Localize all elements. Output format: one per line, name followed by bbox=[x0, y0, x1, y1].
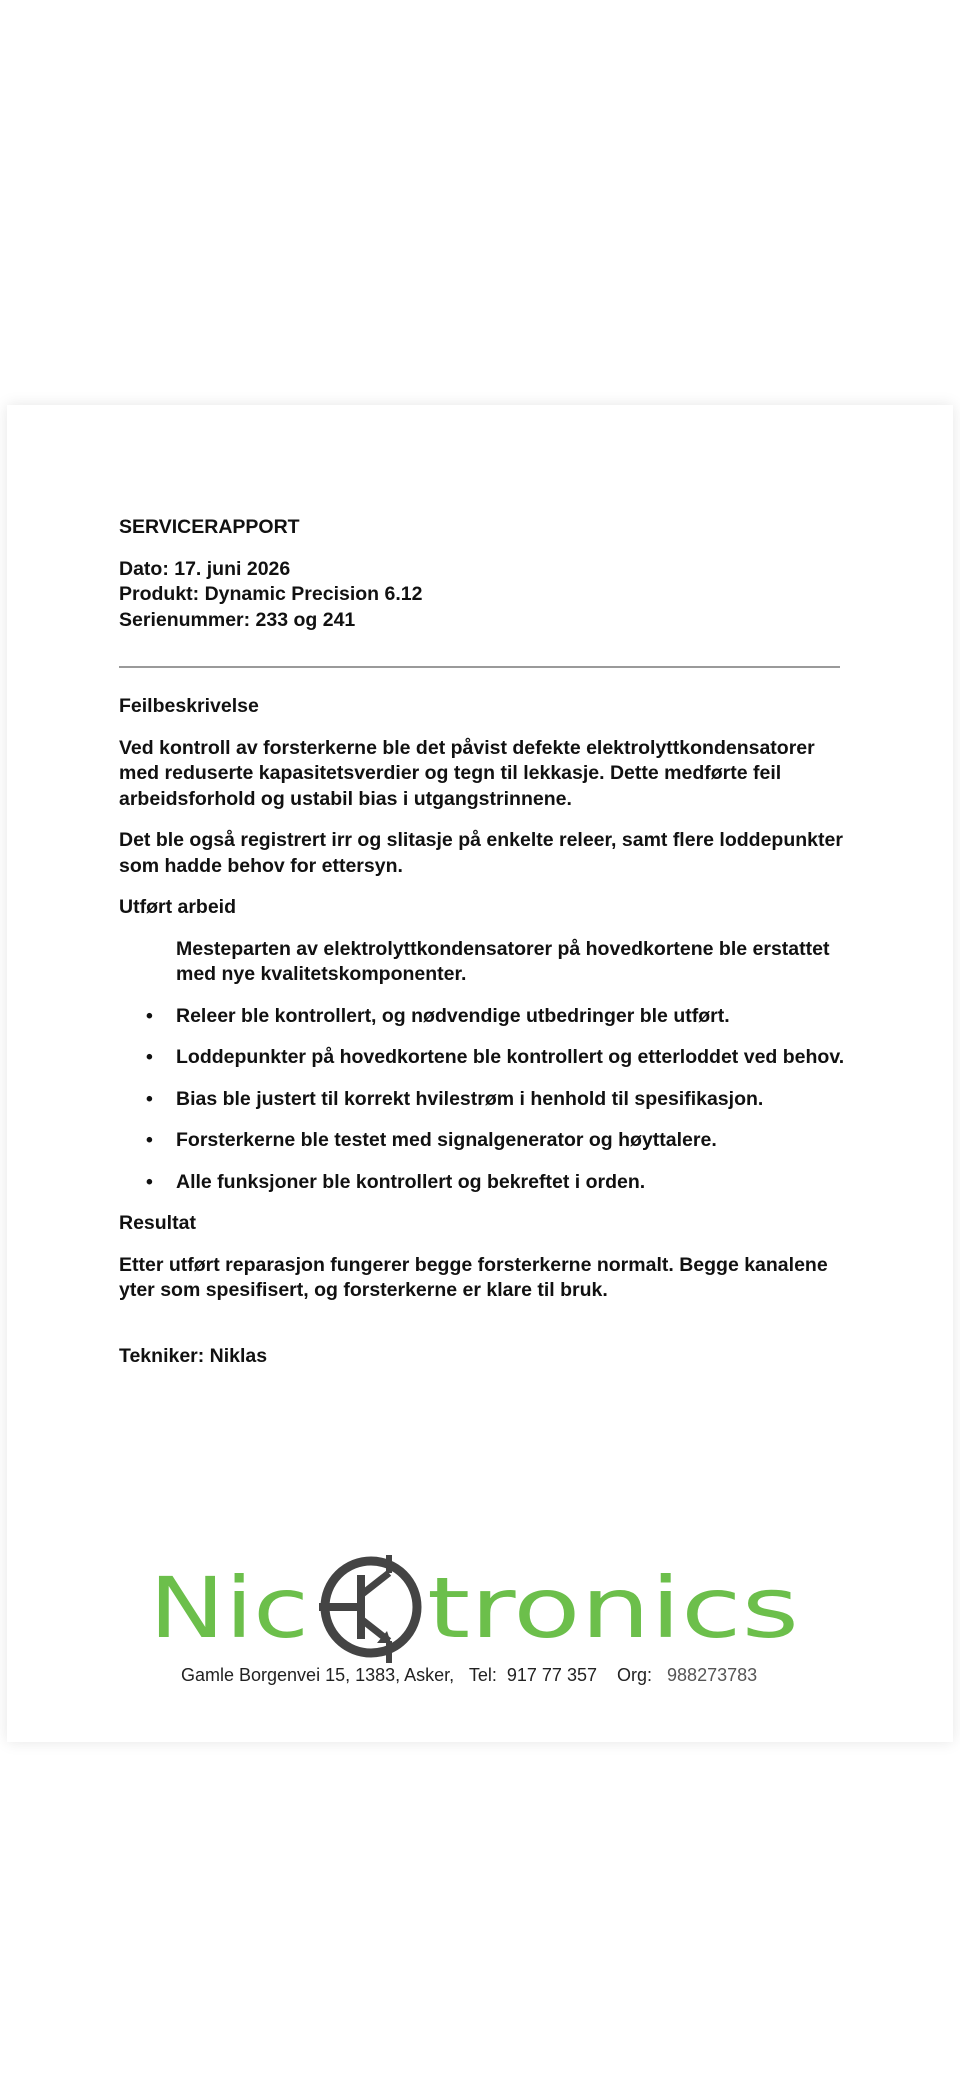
footer-contact bbox=[181, 1665, 757, 1686]
work-heading: Utført arbeid bbox=[119, 896, 236, 918]
footer-tel-label: Tel: bbox=[468, 1665, 497, 1685]
work-item-text: Alle funksjoner ble kontrollert og bekreftet i orden. bbox=[176, 1170, 646, 1193]
footer-org-label: Org: bbox=[617, 1665, 653, 1685]
footer-org-number: 988273783 bbox=[667, 1665, 758, 1685]
list-item bbox=[119, 937, 849, 988]
footer-tel: 917 77 357 bbox=[506, 1665, 597, 1685]
logo-text-left: Nic bbox=[149, 1559, 309, 1657]
list-item bbox=[119, 1004, 849, 1030]
work-item-text: Mesteparten av elektrolyttkondensatorer på hovedkortene ble erstattet med nye kvalitetskomponenter. bbox=[176, 937, 830, 985]
work-item-text: Forsterkerne ble testet med signalgenerator og høyttalere. bbox=[176, 1129, 717, 1151]
transistor-icon bbox=[319, 1555, 417, 1663]
bullet-icon: • bbox=[146, 1170, 153, 1193]
list-item bbox=[119, 1170, 849, 1196]
fault-heading: Feilbeskrivelse bbox=[119, 695, 259, 717]
report-content bbox=[119, 515, 849, 1369]
report-meta bbox=[119, 557, 849, 634]
technician-signature: Tekniker: Niklas bbox=[119, 1344, 268, 1367]
bullet-icon: • bbox=[146, 1046, 153, 1068]
work-list bbox=[119, 937, 849, 1196]
report-date: Dato: 17. juni 2026 bbox=[119, 557, 291, 580]
report-title: SERVICERAPPORT bbox=[119, 516, 300, 538]
bullet-icon: • bbox=[146, 1129, 153, 1151]
fault-paragraph: Det ble også registrert irr og slitasje på enkelte releer, samt flere loddepunkter som hadde behov for ettersyn. bbox=[119, 829, 843, 877]
logo-text-right: tronics bbox=[427, 1559, 799, 1657]
bullet-icon: • bbox=[146, 1087, 153, 1110]
result-paragraph: Etter utført reparasjon fungerer begge forsterkerne normalt. Begge kanalene yter som spesifisert, og forsterkerne er klare til bruk. bbox=[119, 1253, 828, 1301]
list-item bbox=[119, 1087, 849, 1113]
work-item-text: Bias ble justert til korrekt hvilestrøm i henhold til spesifikasjon. bbox=[176, 1087, 764, 1110]
work-item-text: Loddepunkter på hovedkortene ble kontrollert og etterloddet ved behov. bbox=[176, 1046, 845, 1068]
work-item-text: Releer ble kontrollert, og nødvendige utbedringer ble utført. bbox=[176, 1004, 730, 1027]
document-page bbox=[7, 405, 953, 1742]
list-item bbox=[119, 1045, 849, 1071]
report-product: Produkt: Dynamic Precision 6.12 bbox=[119, 583, 423, 605]
divider bbox=[119, 666, 840, 668]
list-item bbox=[119, 1128, 849, 1154]
company-logo bbox=[149, 1555, 809, 1665]
fault-paragraph: Ved kontroll av forsterkerne ble det påvist defekte elektrolyttkondensatorer med reduserte kapasitetsverdier og tegn til lekkasje. Dette medførte feil arbeidsforhold og ustabil bias i utgangstrinnene. bbox=[119, 736, 815, 810]
report-serial: Serienummer: 233 og 241 bbox=[119, 608, 356, 631]
bullet-icon: • bbox=[146, 1004, 153, 1027]
footer-address: Gamle Borgenvei 15, 1383, Asker, bbox=[181, 1665, 455, 1685]
result-heading: Resultat bbox=[119, 1212, 196, 1234]
